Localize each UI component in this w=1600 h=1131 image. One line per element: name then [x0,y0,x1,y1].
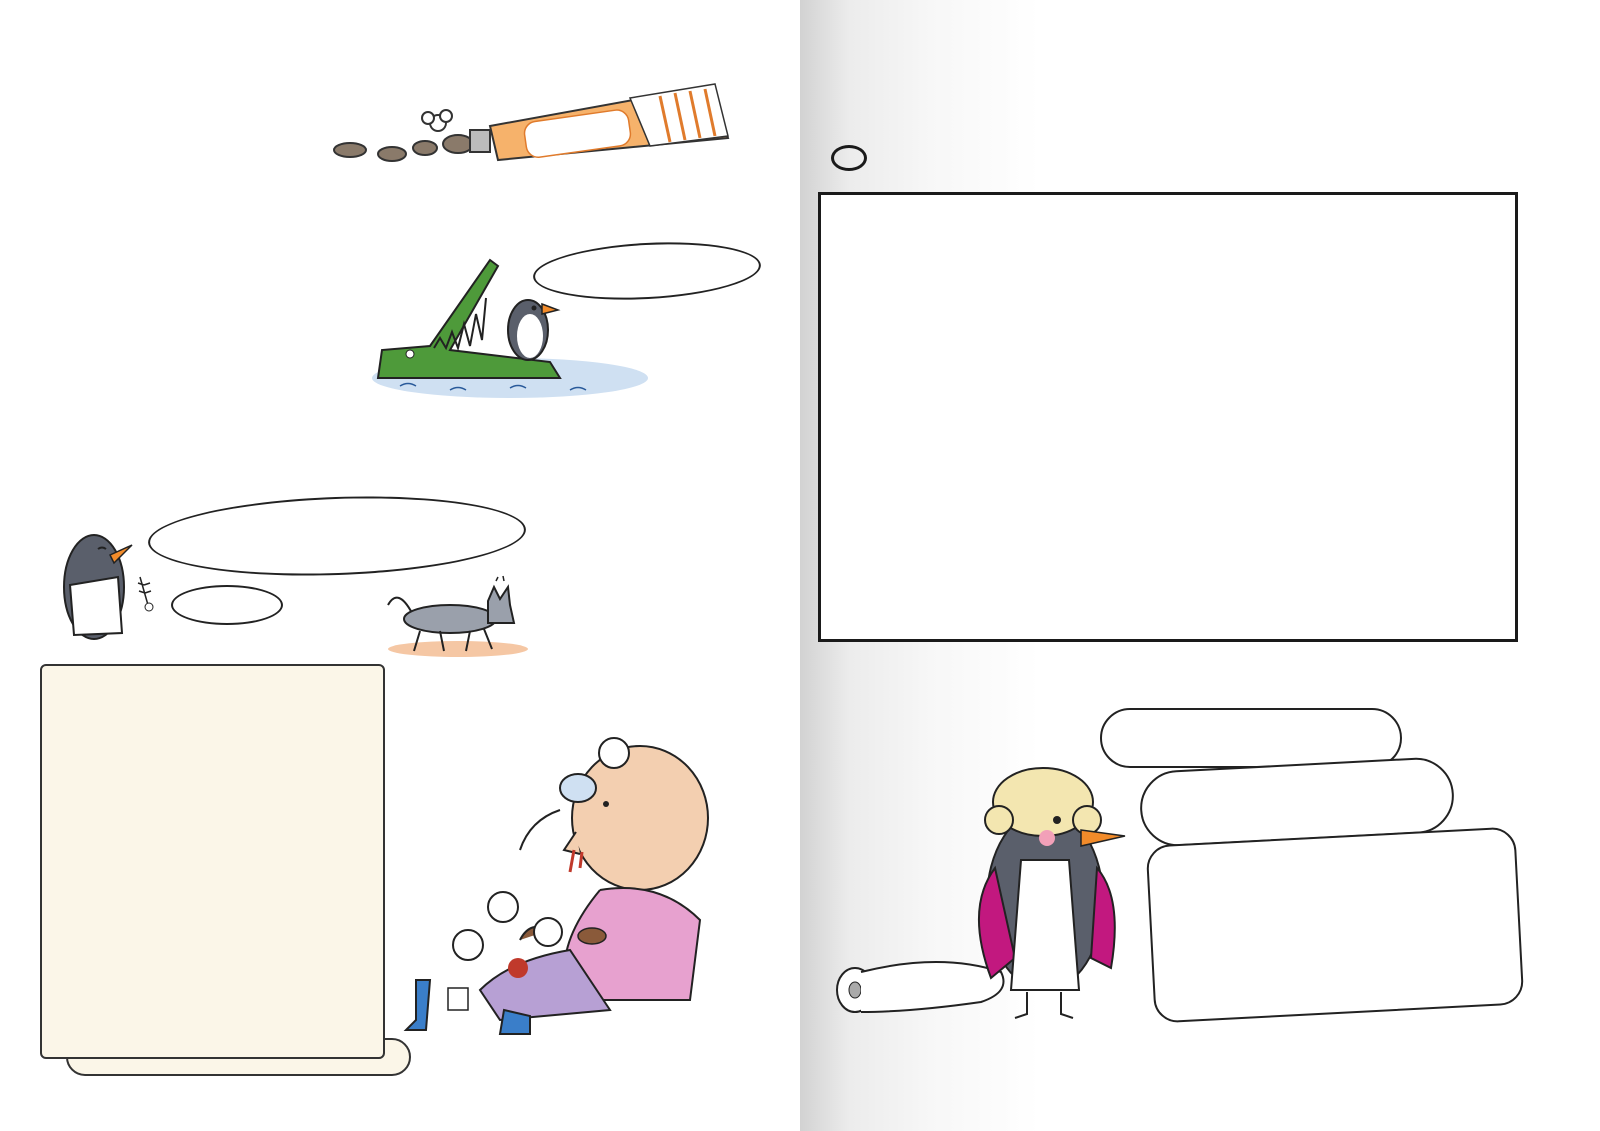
history-speech-bubble [1146,826,1525,1023]
marker-3 [533,917,563,947]
question-speech-bubble [1100,708,1402,768]
joke-speech-bubble [171,585,283,625]
bald-man-illustration [400,740,720,1040]
right-page [800,0,1600,1131]
marker-1 [452,929,484,961]
bristol-scale-table [818,192,1518,642]
scale-title [830,138,1530,178]
medieval-treatise-scroll [40,664,385,1059]
marker-4 [598,737,630,769]
marker-2 [487,891,519,923]
cat-illustration [380,575,540,660]
toilet-roll-icon [831,145,867,171]
wig-penguin-illustration [825,760,1155,1020]
crocodile-speech-bubble [532,237,763,305]
plinius-speech-bubble [147,490,527,581]
ointment-tube-illustration [330,78,740,178]
